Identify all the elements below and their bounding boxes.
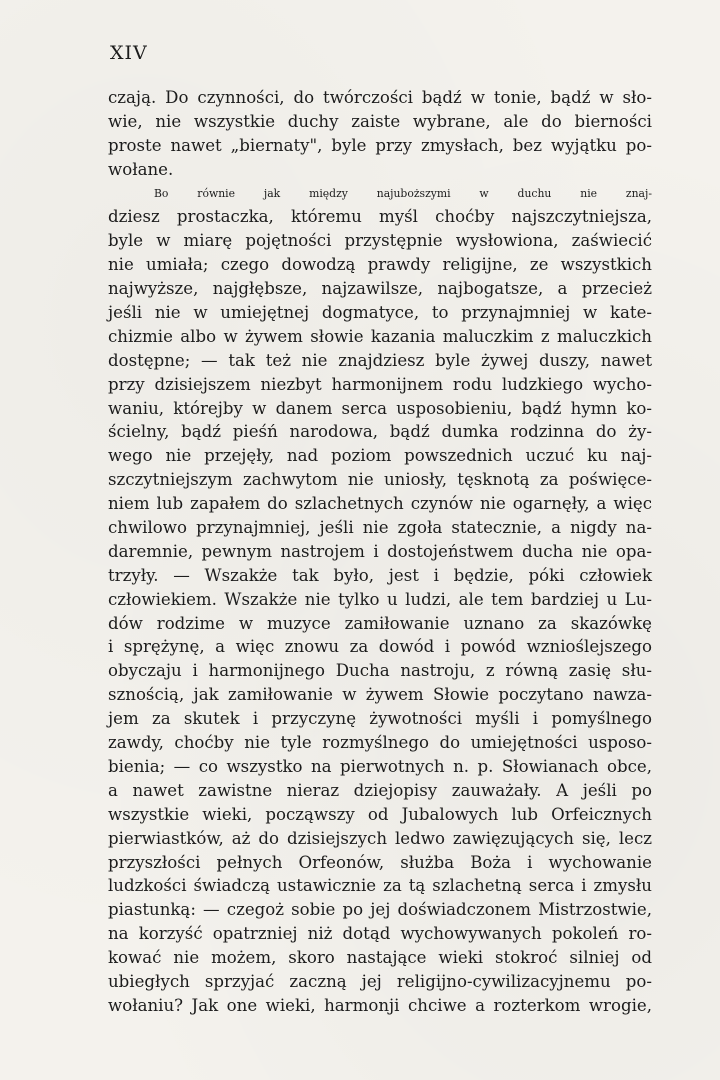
- text-line: kować nie możem, skoro nastające wieki stokroć silniej od: [108, 948, 652, 968]
- text-line: proste nawet „biernaty", byle przy zmysłach, bez wyjątku po-: [108, 135, 652, 155]
- text-line: ludzkości świadczą ustawicznie za tą szlachetną serca i zmysłu: [108, 876, 652, 896]
- text-line: Bo równie jak między najuboższymi w duchu nie znaj-: [154, 186, 652, 200]
- text-line: bienia; — co wszystko na pierwotnych n. p. Słowianach obce,: [108, 756, 652, 776]
- text-line: jeśli nie w umiejętnej dogmatyce, to przynajmniej w kate-: [108, 303, 652, 323]
- text-line: ścielny, bądź pieśń narodowa, bądź dumka rodzinna do ży-: [108, 422, 652, 442]
- text-line: chwilowo przynajmniej, jeśli nie zgoła statecznie, a nigdy na-: [108, 518, 652, 538]
- text-line: i sprężynę, a więc znowu za dowód i powód wznioślejszego: [108, 637, 652, 657]
- text-line: dów rodzime w muzyce zamiłowanie uznano za skazówkę: [108, 613, 652, 633]
- text-line: jem za skutek i przyczynę żywotności myśli i pomyślnego: [108, 709, 652, 729]
- text-line: obyczaju i harmonijnego Ducha nastroju, z równą zasię słu-: [108, 661, 652, 681]
- text-line: nie umiała; czego dowodzą prawdy religijne, ze wszystkich: [108, 255, 652, 275]
- text-line: ubiegłych sprzyjać zaczną jej religijno-cywilizacyjnemu po-: [108, 971, 652, 991]
- text-line: wego nie przejęły, nad poziom powszednich uczuć ku naj-: [108, 446, 652, 466]
- text-line: chizmie albo w żywem słowie kazania maluczkim z maluczkich: [108, 326, 652, 346]
- text-line: waniu, którejby w danem serca usposobieniu, bądź hymn ko-: [108, 398, 652, 418]
- text-line: przy dzisiejszem niezbyt harmonijnem rodu ludzkiego wycho-: [108, 374, 652, 394]
- text-line: trzyły. — Wszakże tak było, jest i będzie, póki człowiek: [108, 565, 652, 585]
- text-line: wszystkie wieki, począwszy od Jubalowych lub Orfeicznych: [108, 804, 652, 824]
- text-line: daremnie, pewnym nastrojem i dostojeństwem ducha nie opa-: [108, 541, 652, 561]
- text-line: przyszłości pełnych Orfeonów, służba Boża i wychowanie: [108, 852, 652, 872]
- text-line: na korzyść opatrzniej niż dotąd wychowywanych pokoleń ro-: [108, 924, 652, 944]
- text-line: dostępne; — tak też nie znajdziesz byle żywej duszy, nawet: [108, 350, 652, 370]
- text-line: wołane.: [108, 159, 174, 179]
- text-line: piastunką: — czegoż sobie po jej doświadczonem Mistrzostwie,: [108, 900, 652, 920]
- text-line: niem lub zapałem do szlachetnych czynów nie ogarnęły, a więc: [108, 494, 652, 514]
- text-line: a nawet zawistne nieraz dziejopisy zauważały. A jeśli po: [108, 780, 652, 800]
- text-line: czają. Do czynności, do twórczości bądź w tonie, bądź w sło-: [108, 88, 652, 107]
- text-line: byle w miarę pojętności przystępnie wysłowiona, zaświecić: [108, 231, 652, 251]
- page-number: XIV: [110, 42, 148, 64]
- text-line: szczytniejszym zachwytom nie uniosły, tęsknotą za poświęce-: [108, 470, 652, 490]
- text-line: dziesz prostaczka, któremu myśl choćby najszczytniejsza,: [108, 207, 652, 227]
- text-line: najwyższe, najgłębsze, najzawilsze, najbogatsze, a przecież: [108, 279, 652, 299]
- text-line: człowiekiem. Wszakże nie tylko u ludzi, ale tem bardziej u Lu-: [108, 589, 652, 609]
- text-line: wie, nie wszystkie duchy zaiste wybrane, ale do bierności: [108, 111, 652, 131]
- text-line: sznością, jak zamiłowanie w żywem Słowie poczytano nawza-: [108, 685, 652, 705]
- text-line: pierwiastków, aż do dzisiejszych ledwo zawięzujących się, lecz: [108, 828, 652, 848]
- text-line: zawdy, choćby nie tyle rozmyślnego do umiejętności usposo-: [108, 733, 652, 753]
- text-line: wołaniu? Jak one wieki, harmonji chciwe a rozterkom wrogie,: [108, 995, 652, 1015]
- body-text: [108, 86, 652, 1018]
